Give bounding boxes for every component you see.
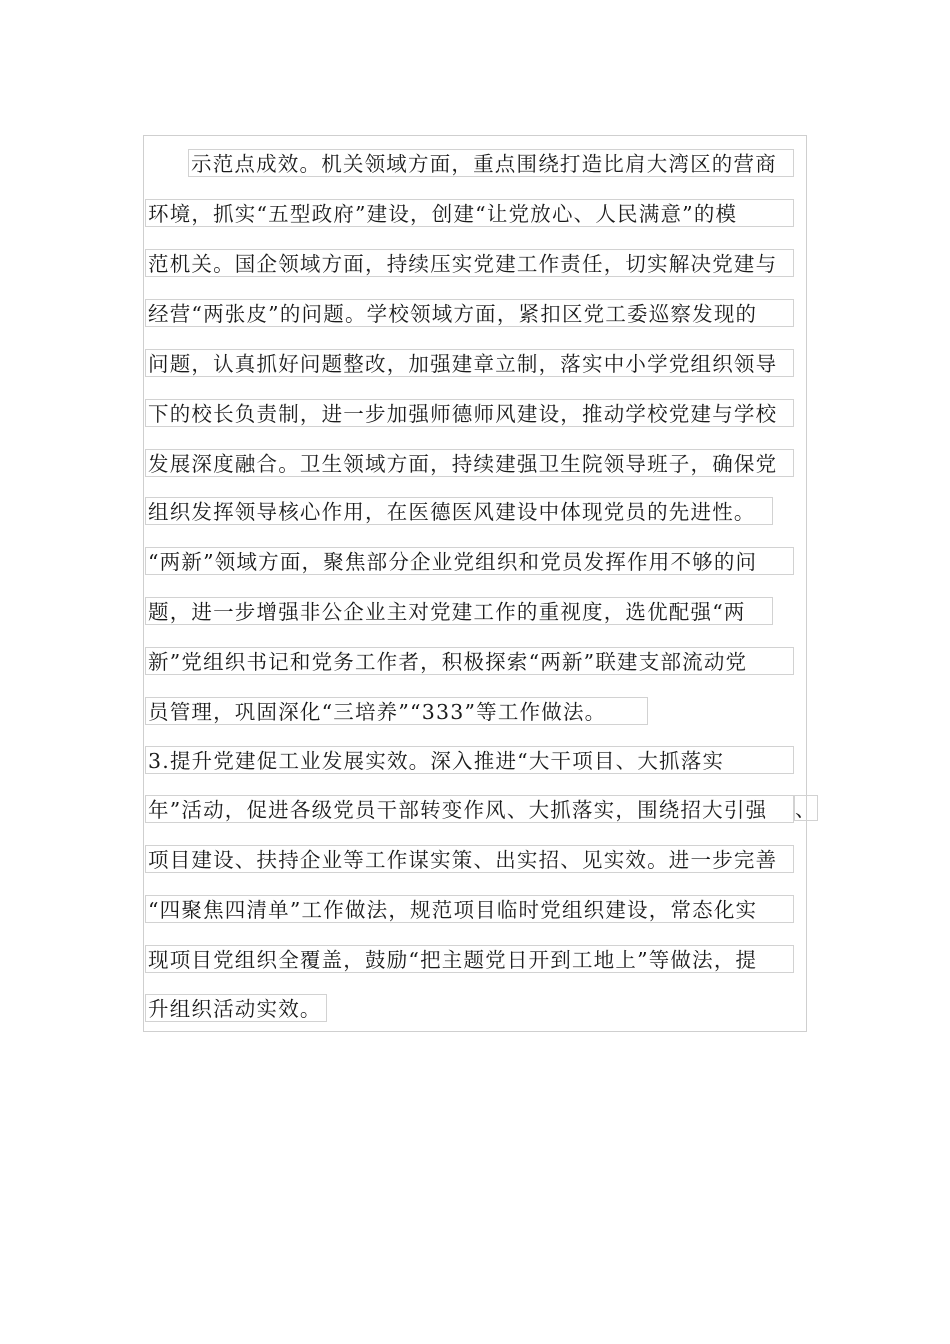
text-line-1: 示范点成效。机关领域方面，重点围绕打造比肩大湾区的营商 (188, 149, 794, 177)
text-line-10: 题，进一步增强非公企业主对党建工作的重视度，选优配强“两 (145, 597, 773, 625)
text-line-4: 经营“两张皮”的问题。学校领域方面，紧扣区党工委巡察发现的 (145, 299, 794, 327)
text-line-6: 下的校长负责制，进一步加强师德师风建设，推动学校党建与学校 (145, 399, 794, 427)
text-line-7: 发展深度融合。卫生领域方面，持续建强卫生院领导班子，确保党 (145, 449, 794, 477)
text-line-18: 升组织活动实效。 (145, 994, 327, 1022)
text-line-8: 组织发挥领导核心作用，在医德医风建设中体现党员的先进性。 (145, 497, 773, 525)
text-line-3: 范机关。国企领域方面，持续压实党建工作责任，切实解决党建与 (145, 249, 794, 277)
text-line-9: “两新”领域方面，聚焦部分企业党组织和党员发挥作用不够的问 (145, 547, 794, 575)
text-line-5: 问题，认真抓好问题整改，加强建章立制，落实中小学党组织领导 (145, 349, 794, 377)
text-line-13: 3.提升党建促工业发展实效。深入推进“大干项目、大抓落实 (145, 746, 794, 774)
text-line-2: 环境，抓实“五型政府”建设，创建“让党放心、人民满意”的模 (145, 199, 794, 227)
text-line-17: 现项目党组织全覆盖，鼓励“把主题党日开到工地上”等做法，提 (145, 945, 794, 973)
text-line-11: 新”党组织书记和党务工作者，积极探索“两新”联建支部流动党 (145, 647, 794, 675)
overflow-punctuation: 、 (794, 795, 818, 821)
text-line-14: 年”活动，促进各级党员干部转变作风、大抓落实，围绕招大引强 (145, 795, 794, 823)
text-line-16: “四聚焦四清单”工作做法，规范项目临时党组织建设，常态化实 (145, 895, 794, 923)
text-line-15: 项目建设、扶持企业等工作谋实策、出实招、见实效。进一步完善 (145, 845, 794, 873)
text-line-12: 员管理，巩固深化“三培养”“333”等工作做法。 (145, 697, 648, 725)
